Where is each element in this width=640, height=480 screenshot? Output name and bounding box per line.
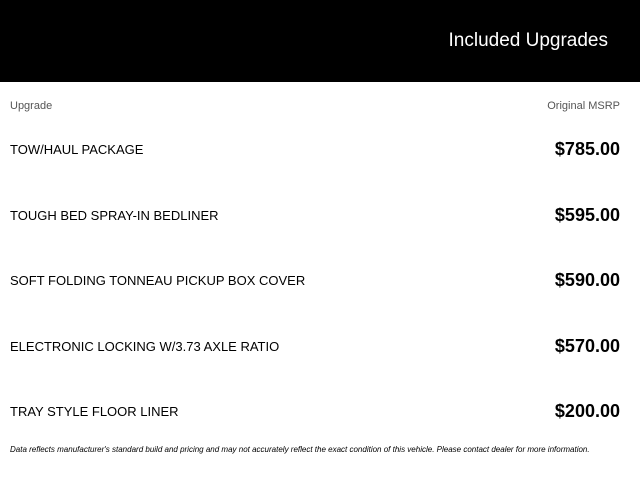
list-item <box>0 253 640 319</box>
disclaimer-text: Data reflects manufacturer's standard build and pricing and may not accurately reflect the exact condition of this vehicle. Please contact dealer for more information. <box>10 445 590 454</box>
upgrade-price: $570.00 <box>554 335 620 356</box>
upgrade-column-header: Upgrade <box>10 100 53 112</box>
page-header <box>0 0 640 82</box>
upgrade-name: TOW/HAUL PACKAGE <box>10 142 144 157</box>
upgrade-price: $785.00 <box>554 139 620 159</box>
upgrade-name: ELECTRONIC LOCKING W/3.73 AXLE RATIO <box>10 338 280 354</box>
msrp-column-header: Original MSRP <box>547 100 620 112</box>
list-item <box>0 319 640 385</box>
upgrade-name: TOUGH BED SPRAY-IN BEDLINER <box>10 207 219 223</box>
upgrade-price: $200.00 <box>554 401 620 422</box>
upgrade-price: $595.00 <box>554 204 620 225</box>
column-headers <box>0 100 640 114</box>
upgrades-list <box>0 122 640 450</box>
list-item <box>0 122 640 188</box>
upgrade-name: SOFT FOLDING TONNEAU PICKUP BOX COVER <box>10 273 306 289</box>
list-item <box>0 384 640 450</box>
upgrade-price: $590.00 <box>554 270 620 291</box>
list-item <box>0 188 640 254</box>
upgrade-name: TRAY STYLE FLOOR LINER <box>10 404 179 420</box>
page-title: Included Upgrades <box>448 30 608 51</box>
